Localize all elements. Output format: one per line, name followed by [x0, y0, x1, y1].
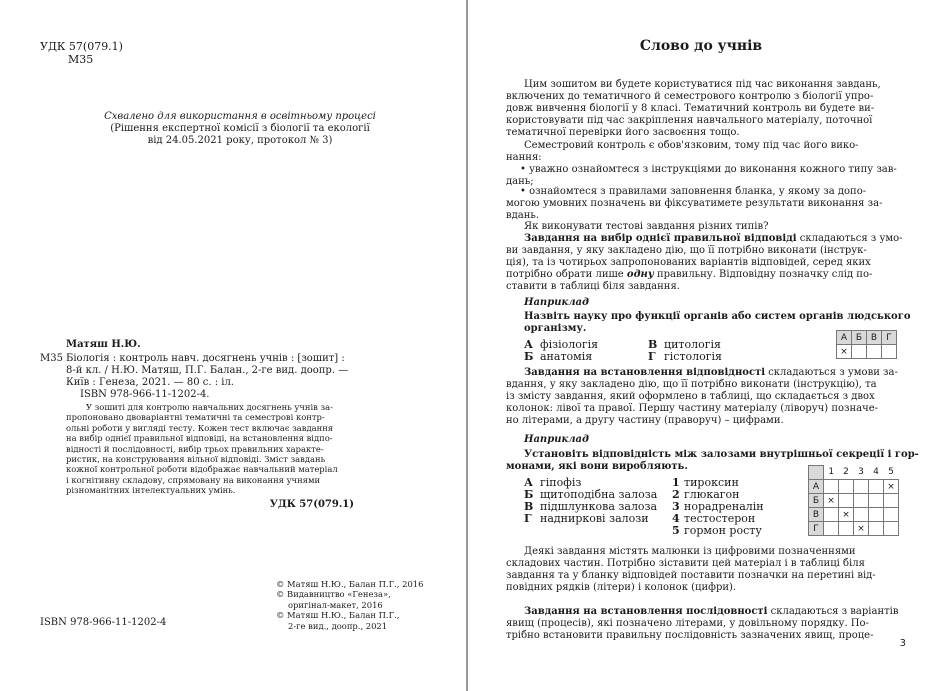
grid-corner [809, 466, 824, 480]
example1-option-a: А фізіологія [524, 338, 599, 351]
text-line: • уважно ознайомтеся з інструкціями до виконання кожного типу зав- [520, 164, 897, 175]
text-line: Назвіть науку про функції органів або систем органів людського [524, 311, 911, 322]
grid-cell[interactable] [824, 522, 839, 536]
text-line: Завдання на встановлення послідовності складаються з варіантів [524, 606, 899, 617]
grid-header: Г [882, 331, 897, 345]
abstract-line: і когнітивну складову, спрямовану на виконання учнями [66, 474, 321, 485]
text-line: но літерами, а другу частину (праворуч) – цифрами. [506, 415, 784, 426]
text-line: Семестровий контроль є обов'язковим, тому під час його вико- [524, 140, 859, 151]
grid-cell[interactable] [869, 480, 884, 494]
bullet-form [506, 186, 924, 222]
text-line: явищ (процесів), які позначено літерами, у довільному порядку. По- [506, 618, 869, 629]
sequence-term: Завдання на встановлення послідовності [524, 606, 768, 617]
text-line: довж вивчення біології у 8 класі. Тематичний контроль ви будете ви- [506, 103, 875, 114]
approval-line-1: Схвалено для використання в освітньому процесі [104, 111, 376, 122]
text-line: трібно встановити правильну послідовність зазначених явищ, проце- [506, 630, 874, 641]
example2-left-a: А гіпофіз [524, 476, 582, 489]
example2-right-1: 1 тироксин [672, 476, 739, 489]
bibliographic-entry [66, 353, 366, 401]
biblio-line: 8-й кл. / Н.Ю. Матяш, П.Г. Балан., 2-ге вид. доопр. — [66, 365, 349, 376]
emphasis-one: одну [626, 269, 654, 280]
images-paragraph [506, 546, 924, 594]
grid-col-header: 3 [858, 467, 864, 478]
example2-left-v: В підшлункова залоза [524, 500, 658, 513]
udk-top: УДК 57(079.1) [40, 40, 123, 53]
abstract [66, 402, 356, 496]
matching-term: Завдання на встановлення відповідності [524, 367, 766, 378]
text-line: Завдання на вибір однієї правильної відповіді складаються з умо- [524, 233, 903, 244]
approval-line-2: (Рішення експертної комісії з біології та екології [110, 123, 370, 134]
copyright-line: 2-ге вид., доопр., 2021 [288, 620, 388, 631]
text-line: могою умовних позначень ви фіксуватимете результати виконання за- [506, 198, 883, 209]
text-line: Цим зошитом ви будете користуватися під час виконання завдань, [524, 79, 881, 90]
grid-cell[interactable] [839, 494, 854, 508]
text-line: організму. [524, 323, 587, 334]
right-page [468, 0, 934, 691]
grid-cell[interactable] [869, 508, 884, 522]
biblio-line: Біологія : контроль навч. досягнень учнів : [зошит] : [66, 353, 345, 364]
abstract-line: пропоновано двоваріантні тематичні та семестрові контр- [66, 412, 325, 423]
text-line: тематичної перевірки його засвоєння тощо. [506, 127, 740, 138]
grid-cell[interactable] [824, 508, 839, 522]
grid-cell[interactable] [852, 345, 867, 359]
grid-cell[interactable]: × [854, 522, 869, 536]
grid-col-header: 5 [888, 467, 894, 478]
question-line: Як виконувати тестові завдання різних типів? [524, 221, 769, 232]
example-label-1: Наприклад [524, 297, 589, 308]
answer-grid-1 [836, 330, 897, 359]
grid-col-header: 2 [843, 467, 849, 478]
text-line: нання: [506, 152, 542, 163]
text-line: ція), та із чотирьох запропонованих варіантів відповідей, серед яких [506, 257, 871, 268]
answer-grid-2 [808, 465, 899, 536]
grid-cell[interactable] [854, 480, 869, 494]
example2-right-5: 5 гормон росту [672, 524, 762, 537]
approval-block [80, 111, 400, 147]
copyright-line: © Матяш Н.Ю., Балан П.Г., [276, 610, 400, 621]
abstract-line: У зошиті для контролю навчальних досягнень учнів за- [86, 402, 333, 412]
example2-right-2: 2 глюкагон [672, 488, 740, 501]
text-line: повідних рядків (літери) і колонок (цифри). [506, 582, 737, 593]
approval-line-3: від 24.05.2021 року, протокол № 3) [147, 135, 333, 146]
text-line: із змісту завдання, який оформлено в таблиці, що складається з двох [506, 391, 875, 402]
example2-right-3: 3 норадреналін [672, 500, 764, 513]
abstract-line: ристик, на конструювання вільної відповіді. Зміст завдань [66, 454, 326, 465]
grid-cell[interactable] [839, 480, 854, 494]
udk-bottom: УДК 57(079.1) [269, 499, 354, 510]
text-line: монами, які вони виробляють. [506, 461, 688, 472]
grid-cell[interactable]: × [824, 494, 839, 508]
catalog-code-top: М35 [68, 53, 94, 66]
abstract-line: кожної контрольної роботи відображає навчальний матеріал [66, 464, 338, 475]
grid-header: В [867, 331, 882, 345]
grid-cell[interactable]: × [839, 508, 854, 522]
grid-cell[interactable] [884, 522, 899, 536]
catalog-code-entry: М35 [40, 353, 63, 364]
grid-cell[interactable] [824, 480, 839, 494]
text-line: Деякі завдання містять малюнки із цифровими позначеннями [524, 546, 856, 557]
copyright-line: © Матяш Н.Ю., Балан П.Г., 2016 [276, 579, 424, 589]
grid-cell[interactable]: × [884, 480, 899, 494]
grid-cell[interactable] [884, 508, 899, 522]
grid-header: А [837, 331, 852, 345]
example2-left-g: Г надниркові залози [524, 512, 649, 525]
text-line: включених до тематичного й семестрового контролю з біології упро- [506, 91, 874, 102]
text-line: дань; [506, 176, 534, 187]
text-line: завдання та у бланку відповідей поставити позначки на перетині від- [506, 570, 876, 581]
author-name: Матяш Н.Ю. [66, 339, 141, 350]
text-line: вдань. [506, 210, 540, 221]
page-title: Слово до учнів [639, 38, 763, 54]
semester-paragraph [506, 140, 924, 164]
text-line: ставити в таблиці біля завдання. [506, 281, 680, 292]
example2-right-4: 4 тестостерон [672, 512, 756, 525]
example1-option-v: В цитологія [648, 338, 721, 351]
text-line: складових частин. Потрібно зіставити цей матеріал і в таблиці біля [506, 558, 865, 569]
grid-row-header: В [809, 508, 824, 522]
grid-cell[interactable] [839, 522, 854, 536]
text-line: ви завдання, у яку закладено дію, що її потрібно виконати (інструк- [506, 245, 867, 256]
example-label-2: Наприклад [524, 434, 589, 445]
abstract-line: на вибір однієї правильної відповіді, на встановлення відпо- [66, 433, 333, 444]
grid-cell[interactable]: × [837, 345, 852, 359]
grid-cell[interactable] [884, 494, 899, 508]
text-line: Завдання на встановлення відповідності складаються з умови за- [524, 367, 898, 378]
text-line: Установіть відповідність між залозами внутрішньої секреції і гор- [524, 449, 919, 460]
grid-cell[interactable] [854, 494, 869, 508]
grid-cell[interactable] [882, 345, 897, 359]
left-page [0, 0, 466, 691]
grid-header: Б [852, 331, 867, 345]
single-choice-term: Завдання на вибір однієї правильної відповіді [524, 233, 797, 244]
intro-paragraph [506, 79, 924, 139]
grid-cell[interactable] [869, 522, 884, 536]
abstract-line: відності й послідовності, вибір трьох правильних характе- [66, 443, 324, 454]
grid-row-header: Г [809, 522, 824, 536]
page-number: 3 [899, 638, 906, 649]
grid-col-header: 4 [873, 467, 879, 478]
biblio-line: Київ : Генеза, 2021. — 80 с. : іл. [66, 377, 234, 388]
sequence-paragraph [506, 606, 924, 642]
text-line: вдання, у яку закладено дію, що її потрібно виконати (інструкцію), та [506, 379, 877, 390]
example1-option-g: Г гістологія [648, 350, 722, 363]
example2-left-b: Б щитоподібна залоза [524, 488, 658, 501]
bullet-instructions [506, 164, 924, 188]
example1-option-b: Б анатомія [524, 350, 593, 363]
copyright-line: оригінал-макет, 2016 [288, 599, 383, 610]
single-choice-paragraph [506, 233, 924, 293]
grid-cell[interactable] [867, 345, 882, 359]
grid-row-header: А [809, 480, 824, 494]
isbn: ISBN 978-966-11-1202-4 [40, 617, 167, 628]
biblio-line: ISBN 978-966-11-1202-4. [80, 389, 210, 400]
grid-row-header: Б [809, 494, 824, 508]
grid-cell[interactable] [854, 508, 869, 522]
text-line: • ознайомтеся з правилами заповнення бланка, у якому за допо- [520, 186, 867, 197]
copyright-line: © Видавництво «Генеза», [276, 589, 391, 600]
text-line: потрібно обрати лише одну правильну. Відповідну позначку слід по- [506, 269, 873, 280]
abstract-line: ольні роботи у вигляді тесту. Кожен тест включає завдання [66, 422, 334, 433]
copyright-block [276, 579, 456, 631]
grid-cell[interactable] [869, 494, 884, 508]
text-line: користовувати під час закріплення навчального матеріалу, поточної [506, 115, 873, 126]
matching-paragraph [506, 367, 924, 427]
abstract-line: різноманітних інтелектуальних умінь. [66, 485, 236, 496]
text-line: колонок: лівої та правої. Першу частину матеріалу (ліворуч) позначе- [506, 403, 879, 414]
grid-col-header: 1 [828, 467, 835, 478]
